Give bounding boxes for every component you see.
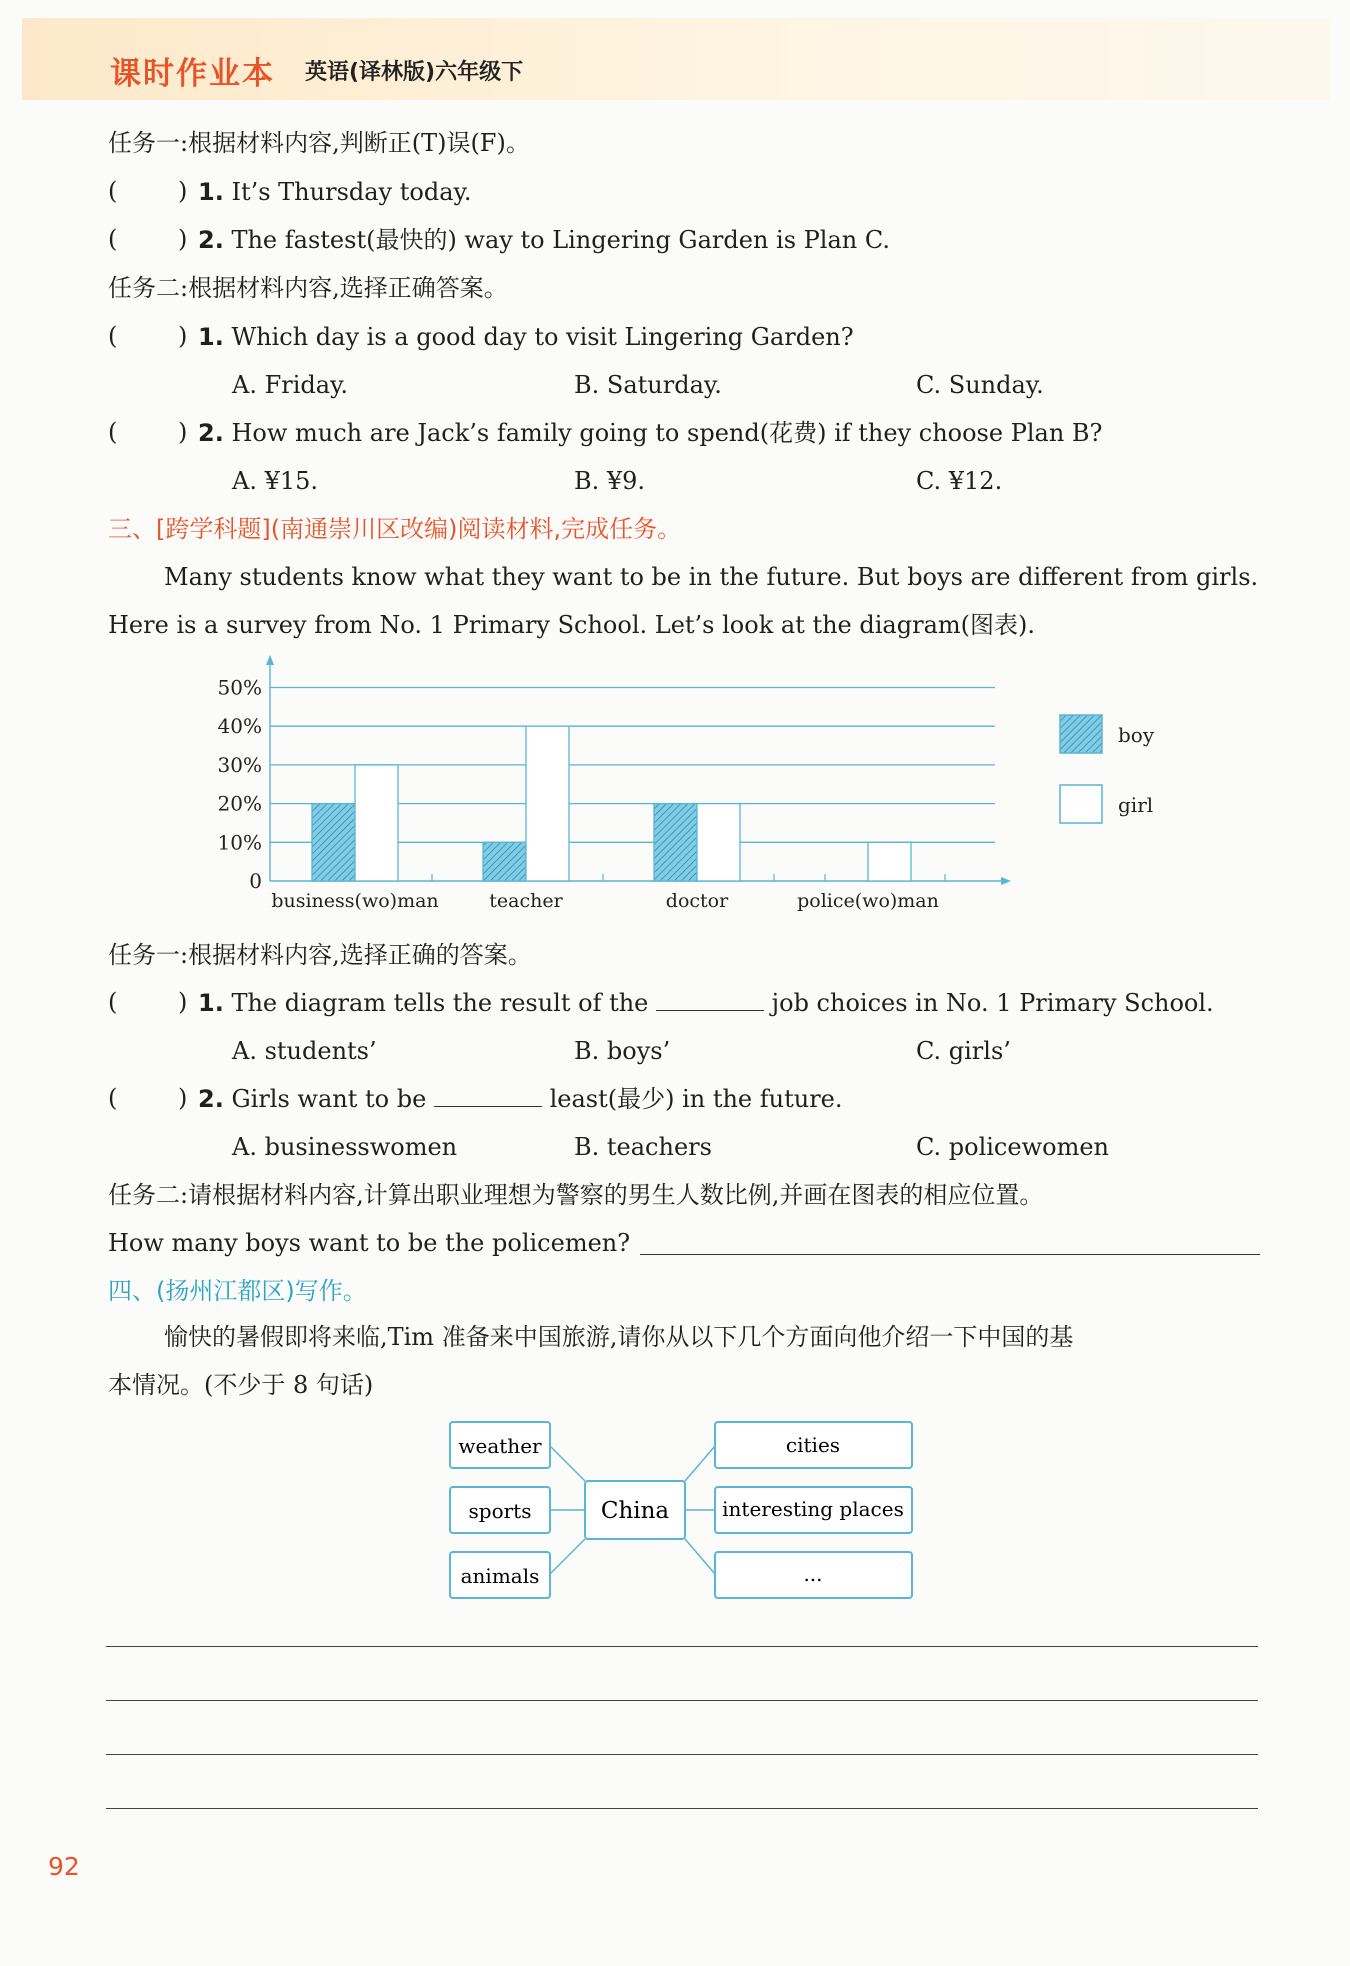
answer-paren-left: ( xyxy=(108,1084,118,1112)
option-c: C. policewomen xyxy=(916,1133,1109,1161)
question-text: 2. Girls want to be least(最少) in the future. xyxy=(198,1085,843,1113)
writing-line[interactable] xyxy=(106,1700,1258,1701)
legend-label-girl: girl xyxy=(1118,793,1154,817)
legend-swatch-boy xyxy=(1060,715,1102,753)
svg-text:...: ... xyxy=(803,1562,823,1586)
boy-bar xyxy=(312,804,355,881)
question-text: How many boys want to be the policemen? xyxy=(108,1229,631,1257)
x-category-label: doctor xyxy=(665,890,729,912)
paragraph: Many students know what they want to be in the future. But boys are different from girls. xyxy=(164,563,1259,591)
paragraph: 愉快的暑假即将来临,Tim 准备来中国旅游,请你从以下几个方面向他介绍一下中国的基 xyxy=(164,1323,1074,1351)
option-a: A. students’ xyxy=(232,1037,377,1065)
svg-text:weather: weather xyxy=(458,1434,542,1458)
y-tick-label: 30% xyxy=(217,752,262,777)
svg-text:China: China xyxy=(600,1498,670,1524)
answer-paren-right: ) xyxy=(178,225,188,253)
question-text: 2. How much are Jack’s family going to spend(花费) if they choose Plan B? xyxy=(198,419,1103,447)
girl-bar xyxy=(868,842,911,881)
fill-blank[interactable] xyxy=(656,988,764,1011)
answer-paren-left: ( xyxy=(108,418,118,446)
option-a: A. ¥15. xyxy=(232,467,319,495)
svg-text:cities: cities xyxy=(785,1433,841,1457)
x-axis-arrow xyxy=(1001,877,1011,885)
section-heading: 三、[跨学科题](南通崇川区改编)阅读材料,完成任务。 xyxy=(108,515,682,543)
legend-swatch-girl xyxy=(1060,785,1102,823)
task-heading: 任务一:根据材料内容,选择正确的答案。 xyxy=(108,941,532,969)
writing-line[interactable] xyxy=(106,1754,1258,1755)
answer-paren-left: ( xyxy=(108,177,118,205)
option-b: B. ¥9. xyxy=(574,467,646,495)
y-tick-label: 40% xyxy=(217,714,262,739)
y-tick-label: 50% xyxy=(217,675,262,700)
svg-text:animals: animals xyxy=(460,1564,540,1588)
bar-chart xyxy=(150,655,1350,925)
answer-paren-right: ) xyxy=(178,1084,188,1112)
mind-map-node xyxy=(450,1487,550,1533)
writing-line[interactable] xyxy=(106,1808,1258,1809)
x-category-label: teacher xyxy=(489,890,563,912)
y-axis-arrow xyxy=(266,655,274,665)
option-c: C. girls’ xyxy=(916,1037,1011,1065)
mind-map-node xyxy=(715,1487,912,1533)
task-heading: 任务一:根据材料内容,判断正(T)误(F)。 xyxy=(108,129,530,157)
page-number: 92 xyxy=(48,1852,80,1881)
girl-bar xyxy=(526,726,569,881)
paragraph: Here is a survey from No. 1 Primary School. Let’s look at the diagram(图表). xyxy=(108,611,1035,639)
question-text: 1. Which day is a good day to visit Lingering Garden? xyxy=(198,323,854,351)
option-b: B. teachers xyxy=(574,1133,712,1161)
answer-paren-left: ( xyxy=(108,322,118,350)
answer-paren-left: ( xyxy=(108,225,118,253)
question-text: 2. The fastest(最快的) way to Lingering Garden is Plan C. xyxy=(198,226,891,254)
book-brand: 课时作业本 xyxy=(110,56,275,92)
mind-map xyxy=(440,1410,940,1610)
option-b: B. Saturday. xyxy=(574,371,722,399)
paragraph: 本情况。(不少于 8 句话) xyxy=(108,1371,374,1399)
svg-text:sports: sports xyxy=(468,1499,532,1523)
answer-paren-left: ( xyxy=(108,988,118,1016)
y-tick-label: 10% xyxy=(217,830,262,855)
mind-map-node xyxy=(715,1552,912,1598)
boy-bar xyxy=(483,842,526,881)
mind-map-node xyxy=(450,1552,550,1598)
mind-map-node xyxy=(450,1422,550,1468)
answer-paren-right: ) xyxy=(178,418,188,446)
answer-paren-right: ) xyxy=(178,177,188,205)
question-text: 1. The diagram tells the result of the job choices in No. 1 Primary School. xyxy=(198,989,1214,1017)
x-category-label: business(wo)man xyxy=(271,890,439,912)
mind-map-center xyxy=(585,1481,685,1539)
writing-line[interactable] xyxy=(106,1646,1258,1647)
svg-text:interesting places: interesting places xyxy=(722,1497,904,1521)
girl-bar xyxy=(697,804,740,881)
option-c: C. Sunday. xyxy=(916,371,1044,399)
fill-blank[interactable] xyxy=(434,1084,542,1107)
option-a: A. businesswomen xyxy=(232,1133,458,1161)
girl-bar xyxy=(355,765,398,881)
boy-bar xyxy=(654,804,697,881)
task-heading: 任务二:请根据材料内容,计算出职业理想为警察的男生人数比例,并画在图表的相应位置。 xyxy=(108,1181,1044,1209)
question-text: 1. It’s Thursday today. xyxy=(198,178,472,206)
answer-paren-right: ) xyxy=(178,322,188,350)
book-subtitle: 英语(译林版)六年级下 xyxy=(305,60,524,85)
option-c: C. ¥12. xyxy=(916,467,1003,495)
y-tick-label: 20% xyxy=(217,791,262,816)
y-tick-label: 0 xyxy=(249,869,262,893)
mind-map-node xyxy=(715,1422,912,1468)
answer-paren-right: ) xyxy=(178,988,188,1016)
task-heading: 任务二:根据材料内容,选择正确答案。 xyxy=(108,274,508,302)
legend-label-boy: boy xyxy=(1118,723,1155,747)
option-b: B. boys’ xyxy=(574,1037,671,1065)
x-category-label: police(wo)man xyxy=(797,890,939,912)
option-a: A. Friday. xyxy=(232,371,349,399)
section-heading: 四、(扬州江都区)写作。 xyxy=(108,1277,367,1305)
answer-line[interactable] xyxy=(640,1230,1260,1255)
